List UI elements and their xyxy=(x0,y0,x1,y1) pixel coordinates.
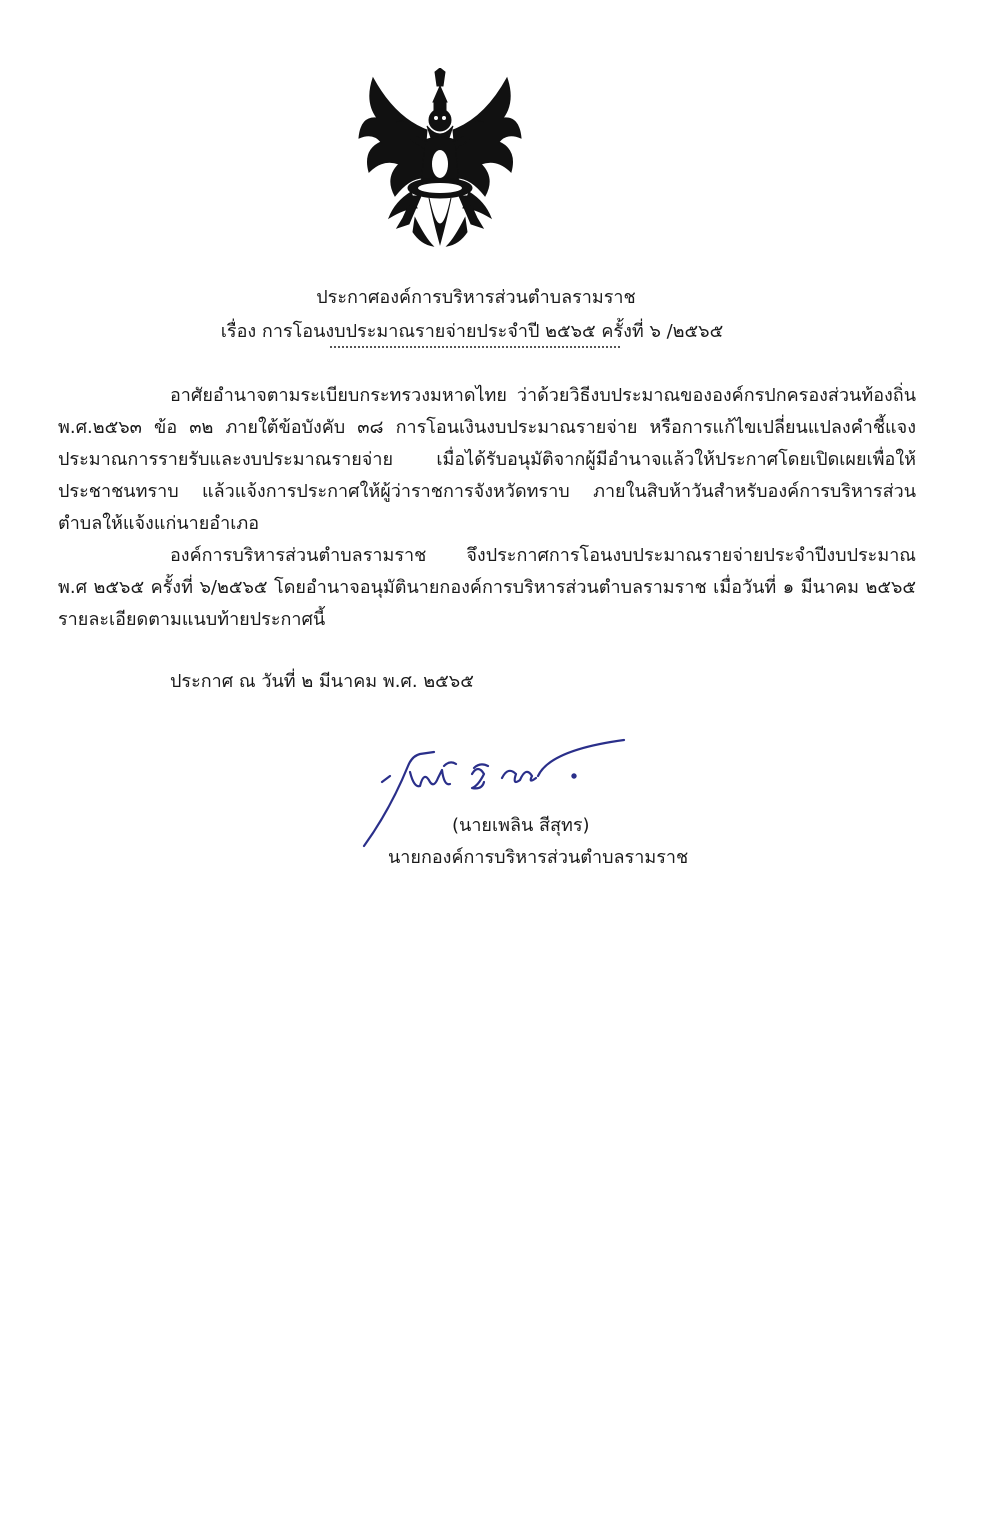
dotted-divider xyxy=(330,346,620,348)
garuda-emblem-icon xyxy=(355,68,525,250)
signer-name: (นายเพลิน สีสุทร) xyxy=(452,815,590,836)
announcement-title: ประกาศองค์การบริหารส่วนตำบลรามราช xyxy=(316,287,636,308)
body-paragraph-2: องค์การบริหารส่วนตำบลรามราช จึงประกาศการโอนงบประมาณรายจ่ายประจำปีงบประมาณ พ.ศ ๒๕๖๕ ครั้งที่ ๖/๒๕๖๕ โดยอำนาจอนุมัตินายกองค์การบริหารส่วนตำบลรามราช เมื่อวันที่ ๑ มีนาคม ๒๕๖๕ รายละเอียดตามแนบท้ายประกาศนี้ xyxy=(58,545,916,630)
signer-position: นายกองค์การบริหารส่วนตำบลรามราช xyxy=(388,847,689,868)
body-paragraph-1: อาศัยอำนาจตามระเบียบกระทรวงมหาดไทย ว่าด้วยวิธีงบประมาณขององค์กรปกครองส่วนท้องถิ่น พ.ศ.๒๕๖๓ ข้อ ๓๒ ภายใต้ข้อบังคับ ๓๘ การโอนเงินงบประมาณรายจ่าย หรือการแก้ไขเปลี่ยนแปลงคำชี้แจงประมาณการรายรับและงบประมาณรายจ่าย เมื่อได้รับอนุมัติจากผู้มีอำนาจแล้วให้ประกาศโดยเปิดเผยเพื่อให้ประชาชนทราบ แล้วแจ้งการประกาศให้ผู้ว่าราชการจังหวัดทราบ ภายในสิบห้าวันสำหรับองค์การบริหารส่วนตำบลให้แจ้งแก่นายอำเภอ xyxy=(58,385,916,534)
announcement-subject: เรื่อง การโอนงบประมาณรายจ่ายประจำปี ๒๕๖๕ ครั้งที่ ๖ /๒๕๖๕ xyxy=(220,321,724,342)
announcement-dateline: ประกาศ ณ วันที่ ๒ มีนาคม พ.ศ. ๒๕๖๕ xyxy=(170,671,474,692)
